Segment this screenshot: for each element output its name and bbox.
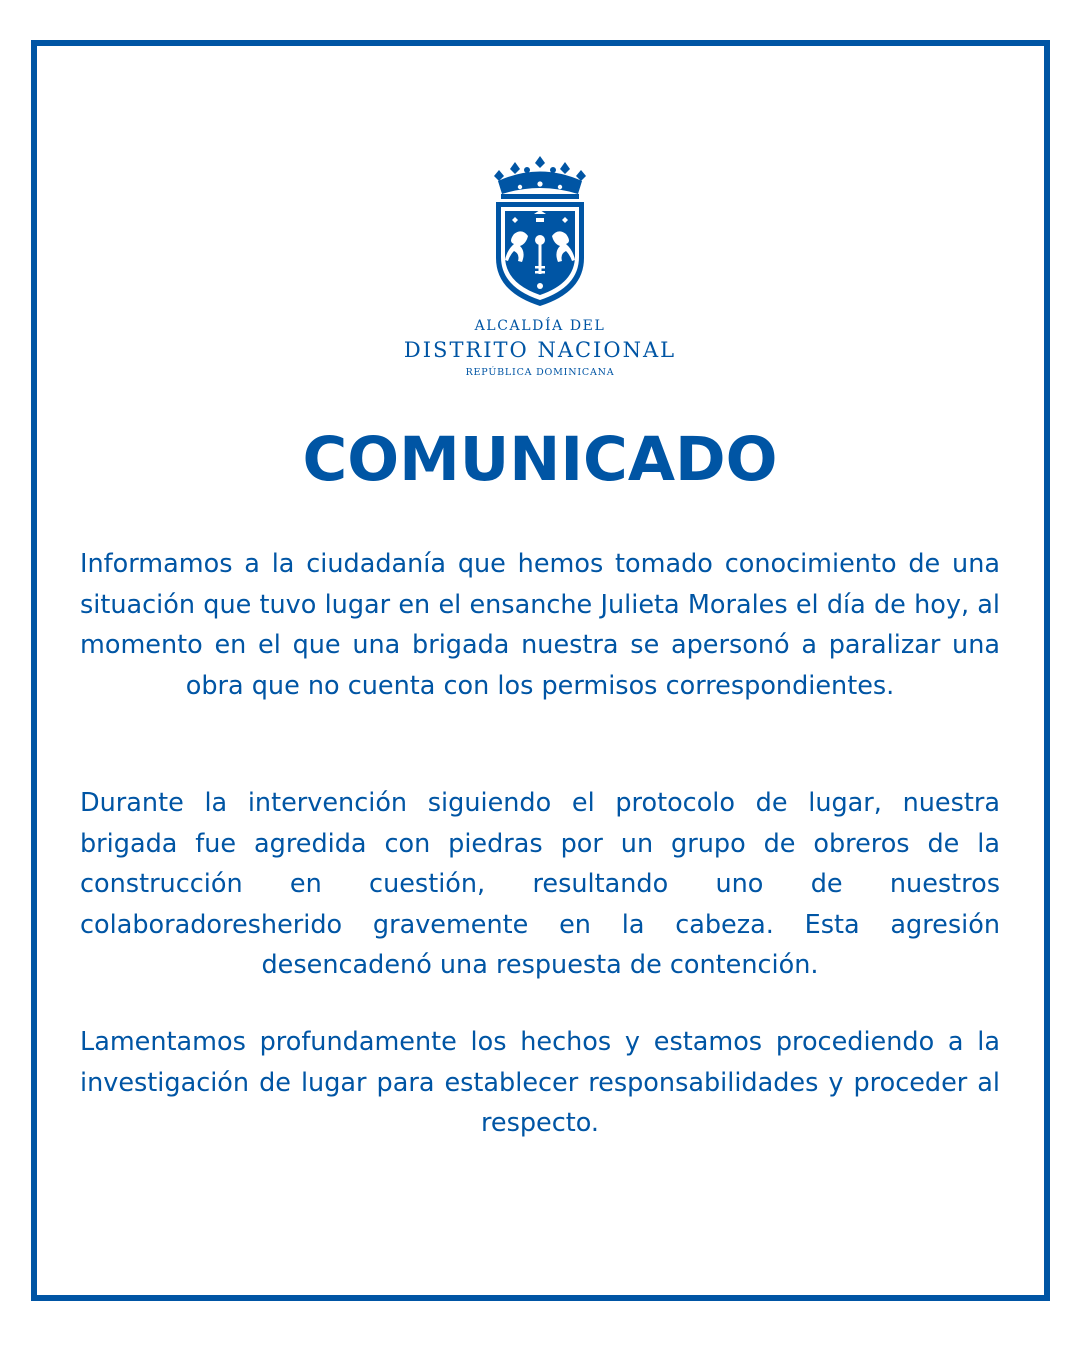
org-name-line3: REPÚBLICA DOMINICANA bbox=[465, 367, 615, 378]
org-name-line2: DISTRITO NACIONAL bbox=[403, 338, 677, 362]
paragraph-1: Informamos a la ciudadanía que hemos tomado conocimiento de una situación que tuvo lugar en el ensanche Julieta Morales el día de hoy, al momento en el que una brigada nuestra se apersonó a paralizar una obra que no cuenta con los permisos correspondientes. bbox=[80, 549, 1000, 701]
page-title: COMUNICADO bbox=[302, 424, 778, 495]
org-name-line1: ALCALDÍA DEL bbox=[474, 318, 606, 334]
coat-of-arms-icon bbox=[492, 154, 588, 310]
paragraph-2: Durante la intervención siguiendo el protocolo de lugar, nuestra brigada fue agredida con piedras por un grupo de obreros de la construcción en cuestión, resultando uno de nuestros colaboradoresherido gravemente en la cabeza. Esta agresión desencadenó una respuesta de contención. bbox=[80, 788, 1000, 981]
paragraph-3: Lamentamos profundamente los hechos y estamos procediendo a la investigación de lugar para establecer responsabilidades y proceder al respecto. bbox=[80, 1027, 1000, 1139]
